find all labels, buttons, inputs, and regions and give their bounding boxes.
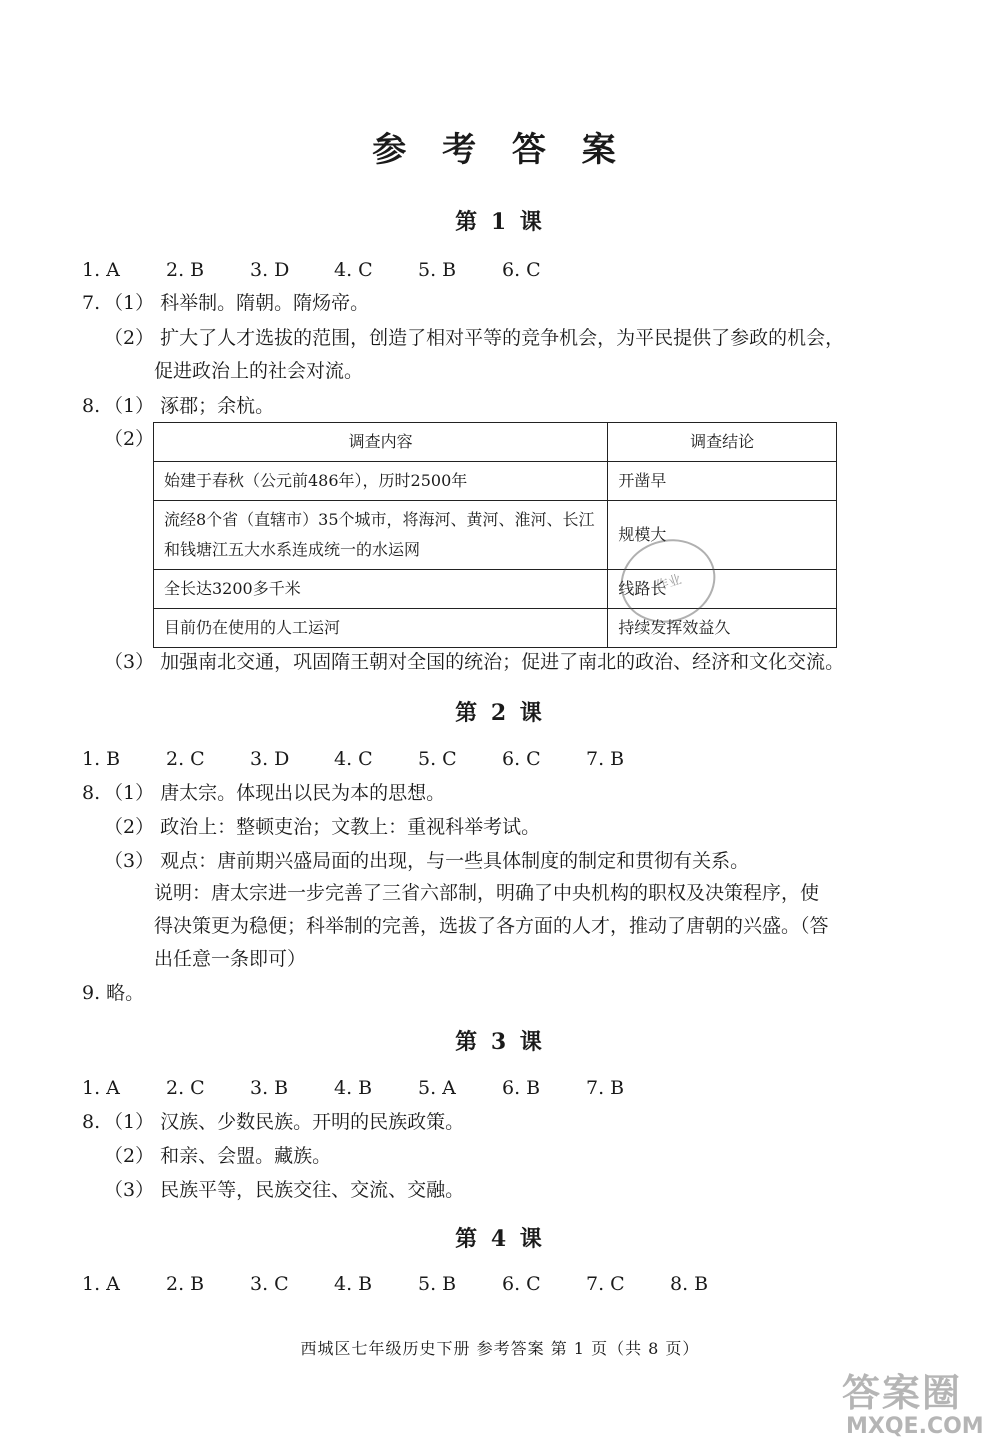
answer-item: 3. D (250, 259, 290, 281)
answer-item: 4. C (334, 259, 373, 281)
answer-item: 7. C (586, 1273, 625, 1295)
stamp-seal: 作业 (610, 527, 727, 635)
answer-item: 3. D (250, 748, 290, 770)
table-header-cell: 调查结论 (608, 423, 837, 462)
answer-item: 4. B (334, 1273, 373, 1295)
answer-item: 5. C (418, 748, 457, 770)
answer-item: 5. A (418, 1077, 456, 1099)
table-cell: 全长达3200多千米 (154, 570, 608, 609)
answer-line: （1） 涿郡；余杭。 (104, 395, 275, 417)
answer-item: 4. B (334, 1077, 373, 1099)
table-row (154, 570, 837, 609)
lesson-3-choice-answers (82, 1072, 670, 1105)
lesson-4-heading: 第 4 课 (455, 1226, 545, 1252)
answer-item: 2. B (166, 259, 205, 281)
answer-item: 3. B (250, 1077, 289, 1099)
answer-item: 8. B (670, 1273, 709, 1295)
answer-item: 6. C (502, 259, 541, 281)
answer-line: （3） 观点：唐前期兴盛局面的出现，与一些具体制度的制定和贯彻有关系。 (104, 850, 750, 872)
table-row (154, 609, 837, 648)
answer-item: 1. A (82, 1077, 120, 1099)
table-row (154, 501, 837, 570)
watermark-url: MXQE.COM (846, 1414, 984, 1439)
lesson-1-heading: 第 1 课 (455, 209, 545, 235)
table-cell: 始建于春秋（公元前486年），历时2500年 (154, 462, 608, 501)
answer-line: （3） 民族平等，民族交往、交流、交融。 (104, 1179, 465, 1201)
answer-item: 6. C (502, 748, 541, 770)
answer-line: 说明：唐太宗进一步完善了三省六部制，明确了中央机构的职权及决策程序，使 (154, 882, 820, 904)
answer-item: 6. C (502, 1273, 541, 1295)
table-header-row (154, 423, 837, 462)
answer-line: （2） (104, 428, 155, 450)
answer-line: （2） 扩大了人才选拔的范围，创造了相对平等的竞争机会，为平民提供了参政的机会， (104, 327, 845, 349)
answer-line: 9. 略。 (82, 982, 145, 1004)
lesson-3-heading: 第 3 课 (455, 1029, 545, 1055)
answer-item: 2. C (166, 748, 205, 770)
answer-line: 促进政治上的社会对流。 (154, 360, 364, 382)
table-cell: 规模大 (608, 501, 837, 570)
page-title: 参 考 答 案 (372, 130, 628, 170)
answer-line: （2） 和亲、会盟。藏族。 (104, 1145, 332, 1167)
question-number: 8. (82, 1111, 101, 1133)
table-cell: 目前仍在使用的人工运河 (154, 609, 608, 648)
table-row (154, 462, 837, 501)
lesson-2-choice-answers (82, 743, 670, 776)
answer-line: （2） 政治上：整顿吏治；文教上：重视科举考试。 (104, 816, 541, 838)
question-number: 7. (82, 292, 101, 314)
answer-line: （1） 科举制。隋朝。隋炀帝。 (104, 292, 370, 314)
page-footer: 西城区七年级历史下册 参考答案 第 1 页（共 8 页） (300, 1339, 700, 1358)
answer-line: 得决策更为稳便；科举制的完善，选拔了各方面的人才，推动了唐朝的兴盛。（答 (154, 915, 829, 937)
canal-survey-table (153, 422, 837, 648)
answer-item: 4. C (334, 748, 373, 770)
answer-item: 7. B (586, 1077, 625, 1099)
answer-item: 1. A (82, 259, 120, 281)
table-cell: 线路长 (608, 570, 837, 609)
question-number: 8. (82, 395, 101, 417)
answer-line: （1） 汉族、少数民族。开明的民族政策。 (104, 1111, 465, 1133)
watermark-logo: 答案圈 (842, 1371, 963, 1415)
answer-item: 5. B (418, 259, 457, 281)
table-cell: 流经8个省（直辖市）35个城市，将海河、黄河、淮河、长江和钱塘江五大水系连成统一的水运网 (154, 501, 608, 570)
answer-line: （3） 加强南北交通，巩固隋王朝对全国的统治；促进了南北的政治、经济和文化交流。 (104, 651, 845, 673)
answer-line: 出任意一条即可） (154, 948, 307, 970)
table-cell: 开凿早 (608, 462, 837, 501)
answer-item: 1. B (82, 748, 121, 770)
table-header-cell: 调查内容 (154, 423, 608, 462)
table-cell: 持续发挥效益久 (608, 609, 837, 648)
lesson-4-choice-answers (82, 1268, 754, 1301)
answer-item: 5. B (418, 1273, 457, 1295)
lesson-1-choice-answers (82, 254, 586, 287)
answer-item: 6. B (502, 1077, 541, 1099)
answer-item: 1. A (82, 1273, 120, 1295)
answer-item: 3. C (250, 1273, 289, 1295)
answer-item: 2. C (166, 1077, 205, 1099)
answer-item: 7. B (586, 748, 625, 770)
lesson-2-heading: 第 2 课 (455, 700, 545, 726)
answer-line: （1） 唐太宗。体现出以民为本的思想。 (104, 782, 446, 804)
question-number: 8. (82, 782, 101, 804)
answer-item: 2. B (166, 1273, 205, 1295)
